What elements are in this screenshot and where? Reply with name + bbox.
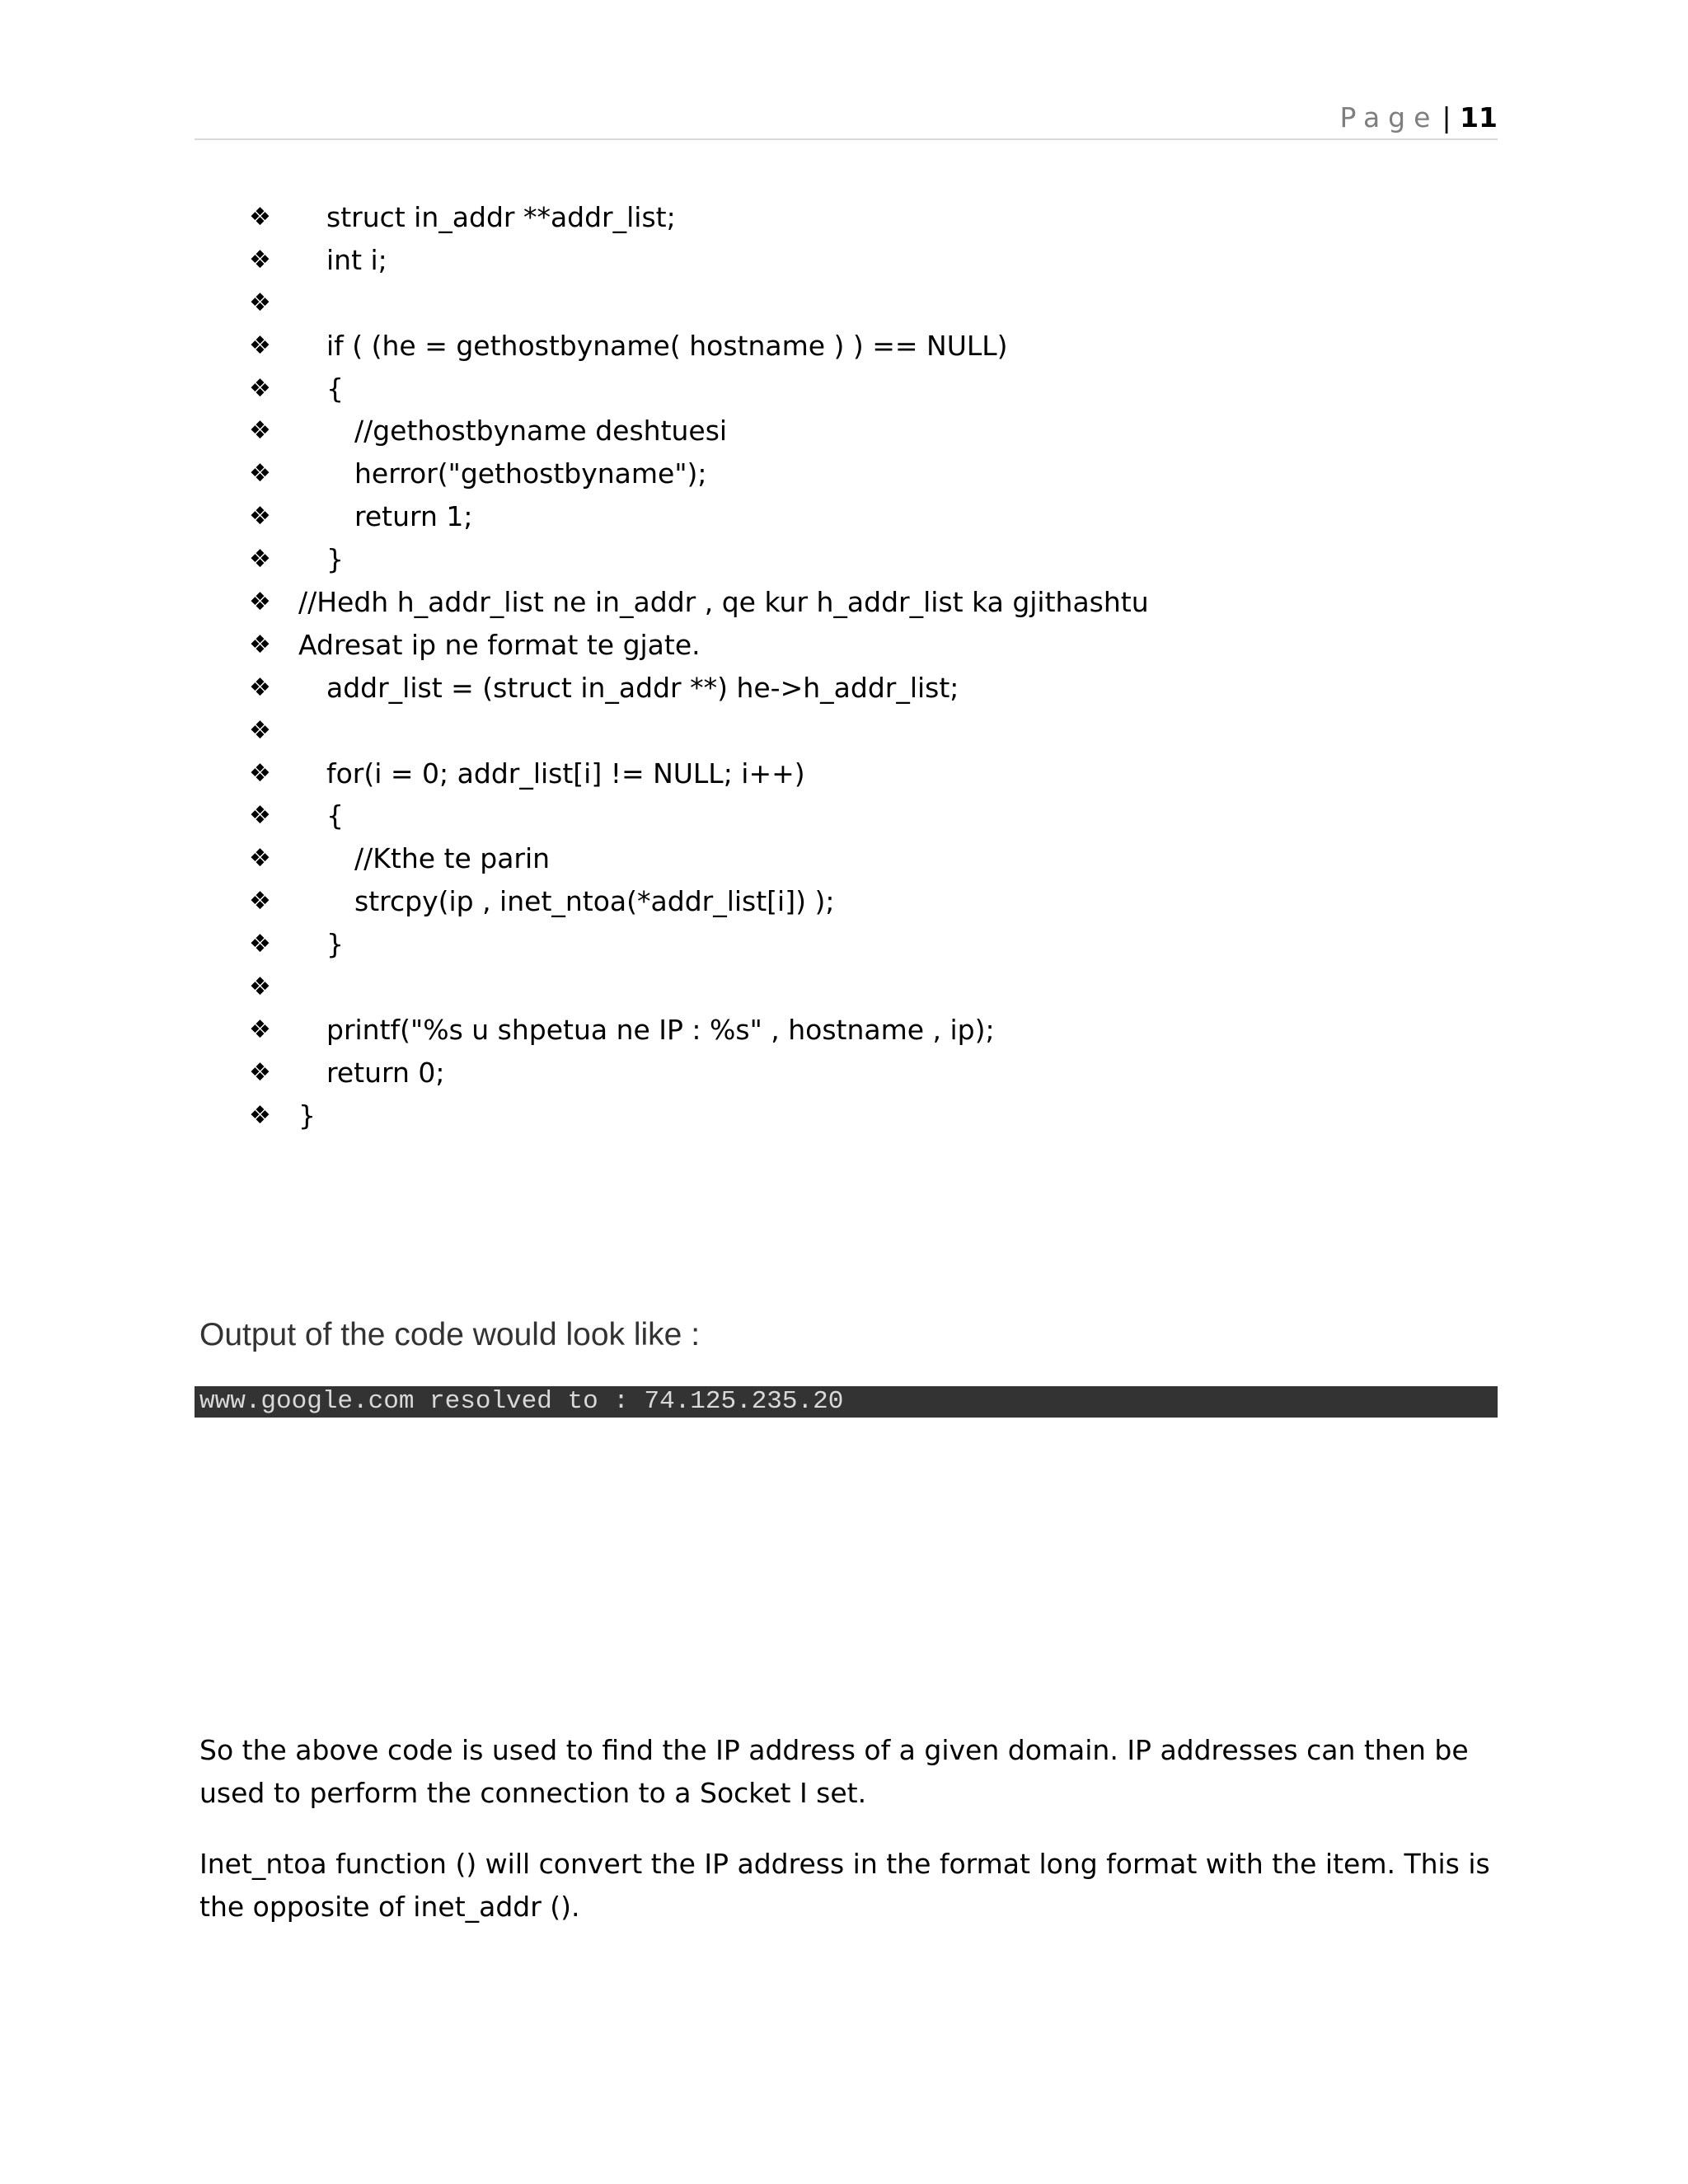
code-line — [0, 667, 1688, 710]
bullet-icon: ❖ — [249, 502, 271, 532]
page-header — [0, 97, 1498, 138]
code-line-text: herror("gethostbyname"); — [354, 457, 707, 490]
page-separator: | — [1442, 101, 1451, 134]
code-line — [0, 325, 1688, 368]
bullet-icon: ❖ — [249, 459, 271, 489]
page-label: Page — [1339, 101, 1439, 134]
code-line-text: Adresat ip ne format te gjate. — [298, 628, 701, 661]
code-line-text: printf("%s u shpetua ne IP : %s" , hostname , ip); — [326, 1013, 995, 1046]
bullet-icon: ❖ — [249, 1100, 271, 1130]
bullet-icon: ❖ — [249, 1057, 271, 1087]
code-line-text: addr_list = (struct in_addr **) he->h_addr_list; — [326, 671, 959, 704]
code-line-text: int i; — [326, 243, 387, 276]
bullet-icon: ❖ — [249, 801, 271, 831]
bullet-icon: ❖ — [249, 545, 271, 574]
output-heading: Output of the code would look like : — [199, 1317, 701, 1352]
code-line-text: { — [326, 799, 344, 832]
bullet-icon: ❖ — [249, 673, 271, 702]
bullet-icon: ❖ — [249, 588, 271, 617]
bullet-icon: ❖ — [249, 844, 271, 874]
bullet-icon: ❖ — [249, 245, 271, 274]
code-line — [0, 1052, 1688, 1094]
bullet-icon: ❖ — [249, 630, 271, 659]
code-line — [0, 581, 1688, 624]
code-line-text: //Kthe te parin — [354, 842, 551, 875]
code-line — [0, 538, 1688, 581]
code-line — [0, 1094, 1688, 1137]
code-line-text: return 1; — [354, 500, 473, 533]
code-line-text: } — [326, 928, 344, 961]
bullet-icon: ❖ — [249, 373, 271, 403]
code-line-text: //Hedh h_addr_list ne in_addr , qe kur h_addr_list ka gjithashtu — [298, 586, 1149, 619]
code-line-text: } — [326, 543, 344, 576]
code-line — [0, 923, 1688, 966]
bullet-icon: ❖ — [249, 972, 271, 1002]
code-line-text: { — [326, 372, 344, 405]
code-line — [0, 880, 1688, 923]
code-line — [0, 752, 1688, 795]
code-line — [0, 410, 1688, 452]
bullet-icon: ❖ — [249, 715, 271, 745]
code-line-text: strcpy(ip , inet_ntoa(*addr_list[i]) ); — [354, 885, 835, 918]
code-line — [0, 1009, 1688, 1052]
code-line-text: //gethostbyname deshtuesi — [354, 415, 728, 448]
header-divider — [195, 138, 1498, 140]
bullet-icon: ❖ — [249, 758, 271, 788]
code-line — [0, 710, 1688, 752]
code-line — [0, 452, 1688, 495]
code-line-text: return 0; — [326, 1056, 445, 1089]
code-line — [0, 624, 1688, 667]
code-line-text: for(i = 0; addr_list[i] != NULL; i++) — [326, 757, 805, 790]
console-output: www.google.com resolved to : 74.125.235.20 — [195, 1386, 1498, 1418]
bullet-icon: ❖ — [249, 330, 271, 360]
code-line — [0, 196, 1688, 239]
paragraph: Inet_ntoa function () will convert the IP address in the format long format with the item. This is the opposite of inet_addr (). — [199, 1848, 1490, 1923]
bullet-icon: ❖ — [249, 930, 271, 959]
paragraph: So the above code is used to find the IP address of a given domain. IP addresses can then be used to perform the connection to a Socket I set. — [199, 1734, 1469, 1809]
code-line — [0, 239, 1688, 282]
code-line — [0, 837, 1688, 880]
bullet-icon: ❖ — [249, 203, 271, 232]
code-line — [0, 368, 1688, 410]
bullet-icon: ❖ — [249, 416, 271, 446]
code-line — [0, 495, 1688, 538]
code-line — [0, 282, 1688, 325]
code-line — [0, 794, 1688, 837]
code-line — [0, 966, 1688, 1009]
code-line-text: if ( (he = gethostbyname( hostname ) ) == NULL) — [326, 329, 1008, 362]
bullet-icon: ❖ — [249, 288, 271, 317]
bullet-icon: ❖ — [249, 1015, 271, 1044]
bullet-icon: ❖ — [249, 887, 271, 916]
code-line-text: struct in_addr **addr_list; — [326, 201, 676, 233]
page-number: 11 — [1460, 101, 1498, 134]
code-line-text: } — [298, 1099, 316, 1132]
code-listing — [0, 196, 1688, 1137]
